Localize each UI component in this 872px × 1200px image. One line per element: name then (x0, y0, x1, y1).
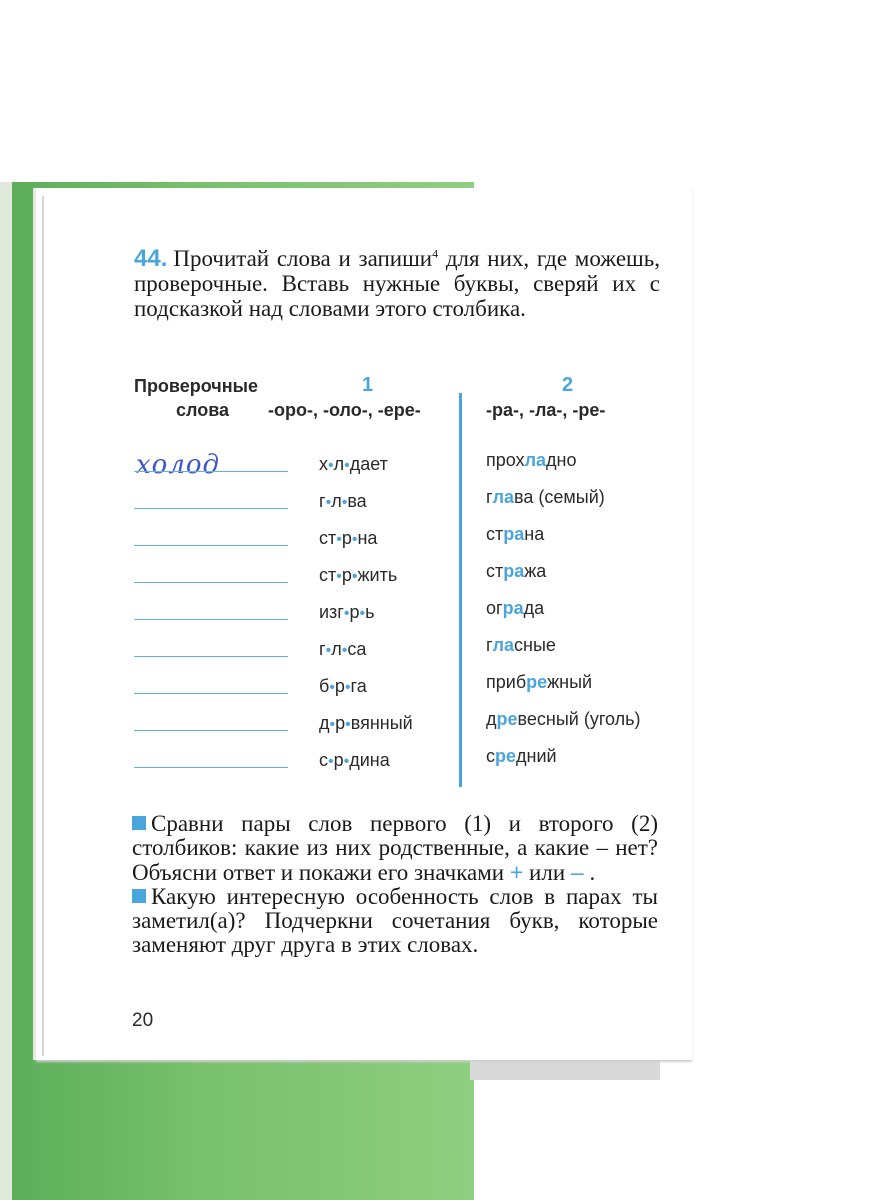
word-part: на (357, 528, 378, 548)
word-part: с (486, 746, 495, 766)
gap-dot-icon: • (336, 568, 342, 585)
highlighted-letters: ла (524, 450, 547, 470)
task-bullet-icon (132, 816, 146, 830)
word-part: л (333, 454, 345, 474)
column-2-word (486, 561, 546, 582)
column-1-word (319, 602, 375, 623)
word-part: л (331, 491, 342, 511)
word-part: б (319, 676, 330, 696)
word-part: дно (546, 450, 577, 470)
word-part: ва (семый) (514, 487, 605, 507)
word-part: ь (365, 602, 375, 622)
word-part: приб (486, 672, 527, 692)
gap-dot-icon: • (359, 605, 366, 622)
column-1-word (319, 676, 367, 697)
page-shadow (470, 1060, 660, 1080)
word-part: га (350, 676, 367, 696)
word-part: с (319, 750, 328, 770)
word-part: р (349, 602, 360, 622)
word-part: р (333, 750, 344, 770)
column-1-word (319, 639, 366, 660)
textbook-page (36, 188, 692, 1060)
highlighted-letters: ла (492, 487, 515, 507)
column-2-word (486, 450, 577, 471)
column-1-word (319, 528, 377, 549)
highlighted-letters: ра (502, 598, 524, 618)
answer-line[interactable] (134, 656, 288, 657)
task-1-or: или (529, 860, 566, 885)
word-part: л (331, 639, 342, 659)
gap-dot-icon: • (328, 753, 334, 770)
column-1-word (319, 713, 413, 734)
column-1-number: 1 (362, 374, 374, 396)
word-part: прох (486, 450, 525, 470)
task-2 (132, 885, 658, 957)
gap-dot-icon: • (351, 568, 358, 585)
answer-line[interactable] (134, 693, 288, 694)
word-part: г (486, 487, 493, 507)
answer-line[interactable] (134, 730, 288, 731)
word-part: да (523, 598, 545, 618)
word-part: жа (524, 561, 547, 581)
column-divider (459, 393, 462, 787)
word-part: жить (357, 565, 398, 585)
word-part: са (347, 639, 367, 659)
check-words-header-line2: слова (176, 400, 230, 420)
word-part: д (486, 709, 497, 729)
word-part: ст (319, 565, 337, 585)
word-part: дина (349, 750, 390, 770)
word-part: г (486, 635, 493, 655)
plus-sign: + (509, 859, 524, 885)
gap-dot-icon: • (341, 642, 348, 659)
page-number: 20 (132, 1010, 154, 1031)
word-part: дний (516, 746, 557, 766)
task-2-text: Какую интересную особенность слов в парах ты заметил(а)? Подчеркни сочетания букв, которые заменяют друг друга в этих словах. (132, 884, 658, 957)
word-part: д (319, 713, 330, 733)
answer-line[interactable] (134, 545, 288, 546)
column-2-word (486, 487, 605, 508)
word-part: р (334, 676, 345, 696)
word-part: г (319, 491, 326, 511)
word-part: г (319, 639, 326, 659)
word-part: ва (347, 491, 367, 511)
answer-line[interactable] (134, 767, 288, 768)
column-2-word (486, 635, 556, 656)
word-part: ог (486, 598, 503, 618)
instruction-text-1: Прочитай слова и запиши (173, 246, 433, 271)
exercise-number: 44. (134, 245, 168, 272)
word-part: жный (547, 672, 593, 692)
gap-dot-icon: • (343, 605, 350, 622)
word-part: р (341, 528, 352, 548)
minus-sign: – (570, 859, 584, 885)
word-part: дает (349, 454, 388, 474)
column-2-word (486, 672, 592, 693)
tasks (132, 812, 658, 957)
gap-dot-icon: • (325, 642, 332, 659)
gap-dot-icon: • (336, 531, 342, 548)
word-part: р (341, 565, 352, 585)
answer-line[interactable] (134, 619, 288, 620)
column-2-hint: -ра-, -ла-, -ре- (486, 400, 606, 420)
highlighted-letters: ре (526, 672, 548, 692)
gap-dot-icon: • (344, 457, 350, 474)
gap-dot-icon: • (345, 716, 351, 733)
word-part: сные (514, 635, 556, 655)
gap-dot-icon: • (344, 679, 351, 696)
gap-dot-icon: • (329, 716, 336, 733)
gap-dot-icon: • (351, 531, 358, 548)
answer-line[interactable] (134, 508, 288, 509)
highlighted-letters: ре (496, 709, 518, 729)
check-words-header-line1: Проверочные (134, 376, 259, 396)
footnote-marker: 4 (432, 246, 439, 261)
word-part: ст (486, 561, 504, 581)
answer-line[interactable] (134, 582, 288, 583)
task-bullet-icon (132, 889, 146, 903)
gap-dot-icon: • (328, 457, 334, 474)
gap-dot-icon: • (341, 494, 348, 511)
word-part: изг (319, 602, 344, 622)
column-2-word (486, 709, 641, 730)
gap-dot-icon: • (329, 679, 335, 696)
word-part: ст (319, 528, 337, 548)
gap-dot-icon: • (325, 494, 332, 511)
word-part: х (319, 454, 328, 474)
column-1-word (319, 454, 388, 475)
column-1-word (319, 750, 390, 771)
task-1 (132, 812, 658, 885)
task-1-end: . (589, 860, 596, 885)
highlighted-letters: ла (492, 635, 515, 655)
task-1-text: Сравни пары слов первого (1) и второго (2) столбиков: какие из них родственные, а какие – нет? Объясни ответ и покажи его значками (132, 811, 658, 885)
gap-dot-icon: • (343, 753, 350, 770)
instruction-text-2: для них, где можешь, проверочные. Вставь нужные буквы, сверяй их с подсказкой над словами этого столбика. (134, 246, 660, 321)
column-1-word (319, 491, 367, 512)
column-2-number: 2 (562, 374, 574, 396)
answer-line[interactable] (134, 471, 288, 472)
column-2-word (486, 524, 544, 545)
column-2-word (486, 598, 544, 619)
word-part: на (524, 524, 545, 544)
highlighted-letters: ра (503, 524, 525, 544)
highlighted-letters: ре (495, 746, 517, 766)
highlighted-letters: ра (503, 561, 525, 581)
word-part: ст (486, 524, 504, 544)
column-1-word (319, 565, 397, 586)
word-part: р (335, 713, 346, 733)
handwritten-answer: холод (136, 450, 221, 480)
word-part: вянный (350, 713, 413, 733)
column-1-hint: -оро-, -оло-, -ере- (268, 400, 421, 420)
word-part: весный (уголь) (517, 709, 641, 729)
exercise-instruction (134, 246, 660, 321)
column-2-word (486, 746, 557, 767)
